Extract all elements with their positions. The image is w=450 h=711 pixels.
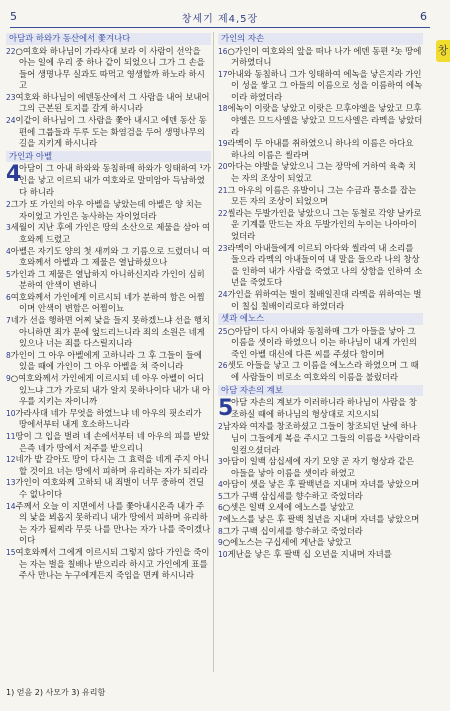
verse bbox=[218, 326, 423, 361]
section-heading: 아담과 하와가 동산에서 쫓겨나다 bbox=[6, 33, 211, 45]
verse-text: 라멕이 아내들에게 이르되 아다와 씰라여 내 소리를 들으라 라멕의 아내들이여 내 말을 들으라 나의 창상을 인하여 내가 사람을 죽였고 나의 상함을 인하여 소년을 죽였도다 bbox=[227, 242, 423, 288]
verse bbox=[218, 161, 423, 184]
verse-number: 6 bbox=[6, 292, 11, 302]
verse-text: 에노스를 낳은 후 팔백 칠년을 지내며 자녀를 낳았으며 bbox=[222, 514, 420, 525]
verse-number: 22 bbox=[218, 208, 228, 218]
verse bbox=[218, 537, 423, 549]
verse bbox=[6, 92, 211, 115]
verse bbox=[218, 491, 423, 503]
verse-text: 셋도 아들을 낳고 그 이름을 에노스라 하였으며 그 때에 사람들이 비로소 여호와의 이름을 불렀더라 bbox=[227, 360, 419, 383]
verse bbox=[218, 243, 423, 289]
verse-text: ○에노스는 구십세에 게난을 낳았고 bbox=[222, 537, 352, 548]
verse bbox=[218, 360, 423, 383]
verse bbox=[6, 373, 211, 408]
verse bbox=[218, 185, 423, 208]
header-rule bbox=[10, 27, 430, 28]
verse-text: ○가인이 여호와의 앞을 떠나 나가 에덴 동편 ²놋 땅에 거하였더니 bbox=[227, 45, 422, 68]
section-heading: 가인과 아벨 bbox=[6, 151, 211, 163]
verse-number: 9 bbox=[218, 538, 223, 548]
section-heading: 셋과 에노스 bbox=[218, 313, 423, 325]
verse bbox=[218, 46, 423, 69]
verse bbox=[6, 46, 211, 92]
verse-number: 25 bbox=[218, 326, 228, 336]
running-head: 창세기 제4,5장 bbox=[181, 14, 259, 25]
verse-number: 8 bbox=[6, 350, 11, 360]
verse-text: 네가 밭 갈아도 땅이 다시는 그 효력을 네게 주지 아니할 것이요 너는 땅에서 피하며 유리하는 자가 되리라 bbox=[15, 454, 210, 476]
left-text-column bbox=[6, 32, 211, 582]
verse-text: 라멕이 두 아내를 취하였으니 하나의 이름은 아다요 하나의 이름은 씰라며 bbox=[227, 138, 414, 160]
verse bbox=[6, 501, 211, 547]
verse-text: 아담이 일백 삼십세에 자기 모양 곧 자기 형상과 같은 아들을 낳아 이름을 셋이라 하였고 bbox=[222, 456, 414, 478]
verse-text: 게난을 낳은 후 팔백 십 오년을 지내며 자녀를 bbox=[227, 548, 392, 559]
column-divider bbox=[213, 32, 214, 672]
verse-number: 5 bbox=[6, 269, 11, 279]
verse-number: 14 bbox=[6, 501, 16, 511]
verse-text: 그가 또 가인의 아우 아벨을 낳았는데 아벨은 양 치는 자이었고 가인은 농사하는 자이었더라 bbox=[10, 199, 202, 221]
page-header bbox=[0, 0, 450, 30]
verse bbox=[218, 549, 423, 561]
verse-number: 5 bbox=[218, 491, 223, 501]
verse bbox=[6, 115, 211, 150]
verse-text: 씰라는 두발가인을 낳았으니 그는 동철로 각양 날카로운 기계를 만드는 자요 두발가인의 누이는 나아마이었더라 bbox=[227, 207, 422, 241]
verse bbox=[218, 526, 423, 538]
verse-text: ○여호와께서 가인에게 이르시되 네 아우 아벨이 어디 있느냐 그가 가로되 내가 알지 못하나이다 내가 내 아우를 지키는 자이니까 bbox=[10, 373, 211, 407]
verse bbox=[6, 246, 211, 269]
verse bbox=[6, 477, 211, 500]
verse-text: 아담이 셋을 낳은 후 팔백년을 지내며 자녀를 낳았으며 bbox=[222, 479, 420, 490]
verse bbox=[218, 289, 423, 312]
verse bbox=[218, 514, 423, 526]
verse-text: 아벨은 자기도 양의 첫 새끼와 그 기름으로 드렸더니 여호와께서 아벨과 그 제물은 열납하셨으나 bbox=[10, 245, 211, 268]
verse bbox=[218, 502, 423, 514]
verse-number: 26 bbox=[218, 361, 228, 371]
verse-number: 7 bbox=[218, 515, 223, 525]
verse-text: 네가 선을 행하면 어찌 낯을 들지 못하겠느냐 선을 행치 아니하면 죄가 문에 엎드리느니라 죄의 소원은 네게 있으나 너는 죄를 다스릴지니라 bbox=[10, 315, 211, 349]
verse-text: 가인이 그 아우 아벨에게 고하니라 그 후 그들이 들에 있을 때에 가인이 그 아우 아벨을 쳐 죽이니라 bbox=[10, 349, 202, 372]
verse-number: 23 bbox=[6, 92, 16, 102]
verse-number: 19 bbox=[218, 139, 228, 149]
verse-text: 이같이 하나님이 그 사람을 쫓아 내시고 에덴 동산 동편에 그룹들과 두루 도는 화염검을 두어 생명나무의 길을 지키게 하시니라 bbox=[15, 115, 207, 149]
verse-number: 2 bbox=[6, 200, 11, 210]
verse-number: 20 bbox=[218, 162, 228, 172]
verse-text: ○아담이 다시 아내와 동침하매 그가 아들을 낳아 그 이름을 셋이라 하였으니 이는 하나님이 내게 가인의 죽인 아벨 대신에 다른 씨를 주셨다 함이며 bbox=[227, 325, 417, 359]
verse-text: ○여호와 하나님이 가라사대 보라 이 사람이 선악을 아는 일에 우리 중 하나 같이 되었으니 그가 그 손을 들어 생명나무 실과도 따먹고 영생할까 하노라 하시고 bbox=[15, 45, 205, 91]
verse-text: 아담이 그 아내 하와와 동침하매 하와가 잉태하여 ¹가인을 낳고 이르되 내가 여호와로 말미암아 득남하였다 하니라 bbox=[19, 163, 211, 197]
verse bbox=[6, 547, 211, 582]
verse-number: 11 bbox=[6, 432, 16, 441]
verse-text: 가인이 여호와께 고하되 내 죄벌이 너무 중하여 견딜 수 없나이다 bbox=[15, 477, 205, 499]
verse-text: 그가 구백 삼십세를 향수하고 죽었더라 bbox=[222, 490, 363, 501]
verse-number: 13 bbox=[6, 478, 16, 488]
verse-text: 가인을 위하여는 벌이 칠배일진대 라멕을 위하여는 벌이 칠십 칠배이리로다 하였더라 bbox=[227, 288, 422, 311]
verse bbox=[6, 292, 211, 315]
page-number-left: 5 bbox=[10, 10, 17, 23]
verse bbox=[6, 199, 211, 222]
verse-number: 10 bbox=[6, 408, 16, 418]
book-thumb-tab[interactable]: 창 bbox=[436, 40, 450, 62]
verse bbox=[218, 479, 423, 491]
verse-text: 세월이 지난 후에 가인은 땅의 소산으로 제물을 삼아 여호와께 드렸고 bbox=[10, 222, 211, 244]
verse-number: 8 bbox=[218, 526, 223, 536]
chapter-number: 5 bbox=[218, 396, 234, 422]
footnotes: 1) 얻음 2) 사모가 3) 유리함 bbox=[6, 688, 106, 697]
verse-text: 아다는 야발을 낳았으니 그는 장막에 거하여 육축 치는 자의 조상이 되었고 bbox=[227, 161, 417, 184]
verse-number: 18 bbox=[218, 104, 228, 114]
verse-text: 주께서 오늘 이 지면에서 나를 쫓아내시온즉 내가 주의 낯을 뵈옵지 못하리니 내가 땅에서 피하며 유리하는 자가 될찌라 무릇 나를 만나는 자가 나를 죽이겠나이다 bbox=[15, 500, 211, 546]
chapter-number: 4 bbox=[6, 162, 22, 188]
verse-text: 아담 자손의 계보가 이러하니라 하나님이 사람을 창조하실 때에 하나님의 형상대로 지으시되 bbox=[231, 397, 417, 419]
verse bbox=[6, 350, 211, 373]
verse-number: 4 bbox=[218, 480, 223, 490]
verse-number: 23 bbox=[218, 243, 228, 253]
verse bbox=[6, 408, 211, 431]
verse bbox=[6, 222, 211, 245]
verse-number: 17 bbox=[218, 69, 228, 79]
section-heading: 가인의 자손 bbox=[218, 33, 423, 45]
chapter-opening bbox=[218, 397, 423, 420]
verse-text: 여호와께서 가인에게 이르시되 네가 분하여 함은 어찜이며 안색이 변함은 어찜이뇨 bbox=[10, 291, 205, 314]
verse-number: 6 bbox=[218, 503, 223, 513]
verse-number: 21 bbox=[218, 185, 228, 195]
verse bbox=[218, 138, 423, 161]
right-text-column bbox=[218, 32, 423, 560]
verse bbox=[218, 208, 423, 243]
verse-number: 3 bbox=[218, 457, 223, 467]
verse-text: 여호와께서 그에게 이르시되 그렇지 않다 가인을 죽이는 자는 벌을 칠배나 받으리라 하시고 가인에게 표를 주사 만나는 누구에게든지 죽임을 면케 하시니라 bbox=[15, 546, 210, 581]
verse-number: 3 bbox=[6, 223, 11, 233]
verse-number: 22 bbox=[6, 46, 16, 56]
section-heading: 아담 자손의 계보 bbox=[218, 385, 423, 397]
verse-number: 16 bbox=[218, 46, 228, 56]
verse-number: 9 bbox=[6, 374, 11, 384]
verse bbox=[218, 421, 423, 456]
verse-number: 2 bbox=[218, 422, 223, 432]
verse-number: 24 bbox=[218, 289, 228, 299]
verse-text: 에녹이 이랏을 낳았고 이랏은 므후야엘을 낳았고 므후야엘은 므드사엘을 낳았고 므드사엘은 라멕을 낳았더라 bbox=[227, 103, 423, 137]
verse-text: 그 아우의 이름은 유발이니 그는 수금과 퉁소를 잡는 모든 자의 조상이 되었으며 bbox=[227, 184, 417, 207]
verse bbox=[6, 315, 211, 350]
verse-text: 남자와 여자를 창조하셨고 그들이 창조되던 날에 하나님이 그들에게 복을 주시고 그들의 이름을 ³사람이라 일컬으셨더라 bbox=[222, 421, 421, 455]
verse bbox=[6, 454, 211, 477]
verse-text: 그가 구백 십이세를 향수하고 죽었더라 bbox=[222, 525, 363, 536]
verse-text: 가인과 그 제물은 열납하지 아니하신지라 가인이 심히 분하여 안색이 변하니 bbox=[10, 268, 205, 291]
verse-text: ○셋은 일백 오세에 에노스를 낳았고 bbox=[222, 502, 355, 513]
verse-number: 24 bbox=[6, 116, 16, 126]
verse-number: 10 bbox=[218, 549, 228, 559]
verse-number: 4 bbox=[6, 246, 11, 256]
verse bbox=[218, 456, 423, 479]
verse bbox=[218, 69, 423, 104]
chapter-opening bbox=[6, 163, 211, 198]
verse-text: 여호와 하나님이 에덴동산에서 그 사람을 내어 보내어 그의 근본된 토지를 갈게 하시니라 bbox=[15, 91, 210, 114]
verse-number: 12 bbox=[6, 455, 16, 465]
verse-text: 땅이 그 입을 벌려 네 손에서부터 네 아우의 피를 받았은즉 네가 땅에서 저주를 받으리니 bbox=[15, 431, 210, 453]
verse-number: 15 bbox=[6, 547, 16, 557]
verse bbox=[218, 103, 423, 138]
page-number-right: 6 bbox=[420, 10, 427, 23]
verse-text: 가라사대 네가 무엇을 하였느냐 네 아우의 핏소리가 땅에서부터 내게 호소하느니라 bbox=[15, 407, 202, 430]
verse-text: 아내와 동침하니 그가 잉태하여 에녹을 낳은지라 가인이 성을 쌓고 그 아들의 이름으로 성을 이름하여 에녹이라 하였더라 bbox=[227, 68, 423, 102]
verse-number: 7 bbox=[6, 316, 11, 326]
verse bbox=[6, 431, 211, 454]
verse bbox=[6, 269, 211, 292]
